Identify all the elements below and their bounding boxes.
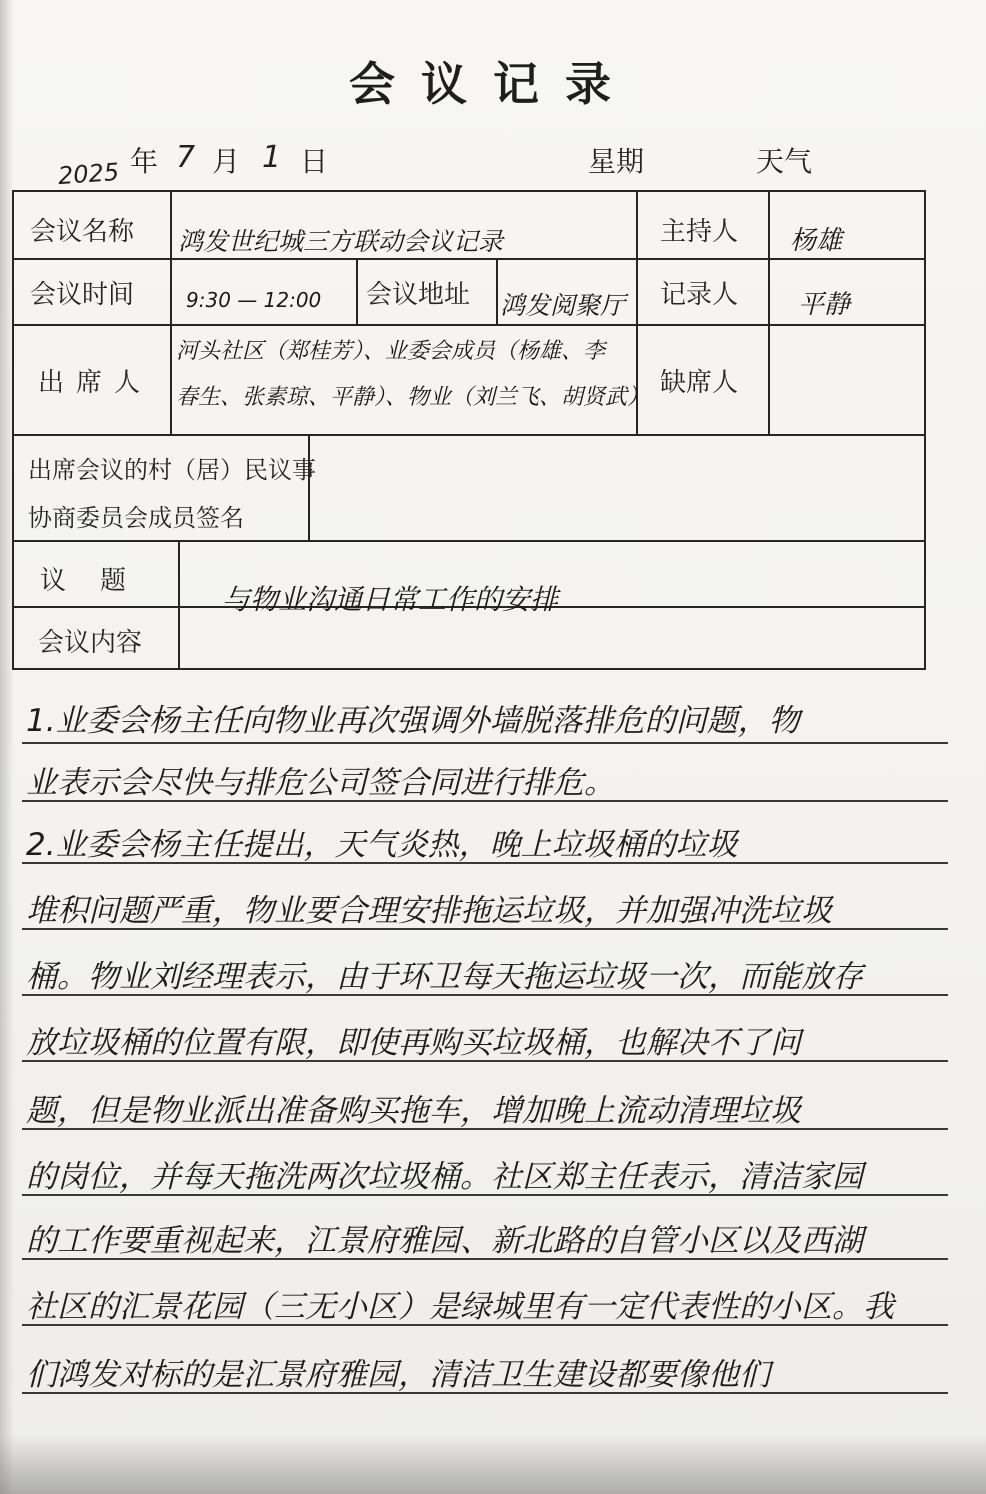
meeting-name-label: 会议名称 (30, 217, 135, 247)
meeting-time-label: 会议时间 (30, 280, 135, 310)
content-label: 会议内容 (38, 628, 143, 658)
content-line-1: 1.业委会杨主任向物业再次强调外墙脱落排危的问题，物 (26, 703, 800, 739)
date-month-label: 月 (212, 145, 241, 178)
content-line-10: 社区的汇景花园（三无小区）是绿城里有一定代表性的小区。我 (26, 1289, 894, 1325)
weekday-label: 星期 (588, 145, 645, 178)
weather-label: 天气 (756, 145, 813, 178)
date-month-value: 7 (176, 140, 196, 175)
content-line-7: 题，但是物业派出准备购买拖车，增加晚上流动清理垃圾 (26, 1093, 801, 1129)
date-day-label: 日 (300, 145, 329, 178)
host-value: 杨雄 (790, 226, 843, 256)
attendees-line-2: 春生、张素琼、平静）、物业（刘兰飞、胡贤武） (176, 385, 650, 410)
content-line-6: 放垃圾桶的位置有限，即使再购买垃圾桶，也解决不了问 (26, 1025, 801, 1061)
recorder-label: 记录人 (660, 280, 739, 310)
content-line-11: 们鸿发对标的是汇景府雅园，清洁卫生建设都要像他们 (26, 1357, 770, 1393)
host-label: 主持人 (660, 217, 739, 247)
date-day-value: 1 (262, 140, 282, 175)
meeting-time-value: 9:30 — 12:00 (186, 288, 322, 312)
content-line-9: 的工作要重视起来，江景府雅园、新北路的自管小区以及西湖 (26, 1223, 863, 1259)
committee-sign-label-1: 出席会议的村（居）民议事 (28, 456, 316, 484)
content-line-2: 业表示会尽快与排危公司签合同进行排危。 (26, 765, 615, 801)
recorder-value: 平静 (798, 290, 851, 320)
topic-value: 与物业沟通日常工作的安排 (222, 583, 559, 616)
content-line-3: 2.业委会杨主任提出，天气炎热，晚上垃圾桶的垃圾 (26, 827, 738, 863)
meeting-location-value: 鸿发阅聚厅 (500, 291, 626, 320)
date-year-label: 年 (130, 145, 159, 178)
date-year-value: 2025 (57, 157, 120, 191)
content-line-5: 桶。物业刘经理表示，由于环卫每天拖运垃圾一次，而能放存 (26, 959, 863, 995)
topic-label: 议题 (40, 566, 161, 596)
committee-sign-label-2: 协商委员会成员签名 (28, 504, 244, 532)
page-bottom-shadow (0, 1434, 986, 1494)
meeting-name-value: 鸿发世纪城三方联动会议记录 (178, 227, 504, 256)
meeting-location-label: 会议地址 (366, 280, 471, 310)
attendees-label: 出席人 (38, 368, 153, 398)
content-line-8: 的岗位，并每天拖洗两次垃圾桶。社区郑主任表示，清洁家园 (26, 1159, 863, 1195)
absentees-label: 缺席人 (660, 368, 739, 398)
attendees-line-1: 河头社区（郑桂芳）、业委会成员（杨雄、李 (176, 339, 606, 364)
content-line-4: 堆积问题严重，物业要合理安排拖运垃圾，并加强冲洗垃圾 (26, 893, 832, 929)
page-title: 会议记录 (349, 57, 637, 111)
